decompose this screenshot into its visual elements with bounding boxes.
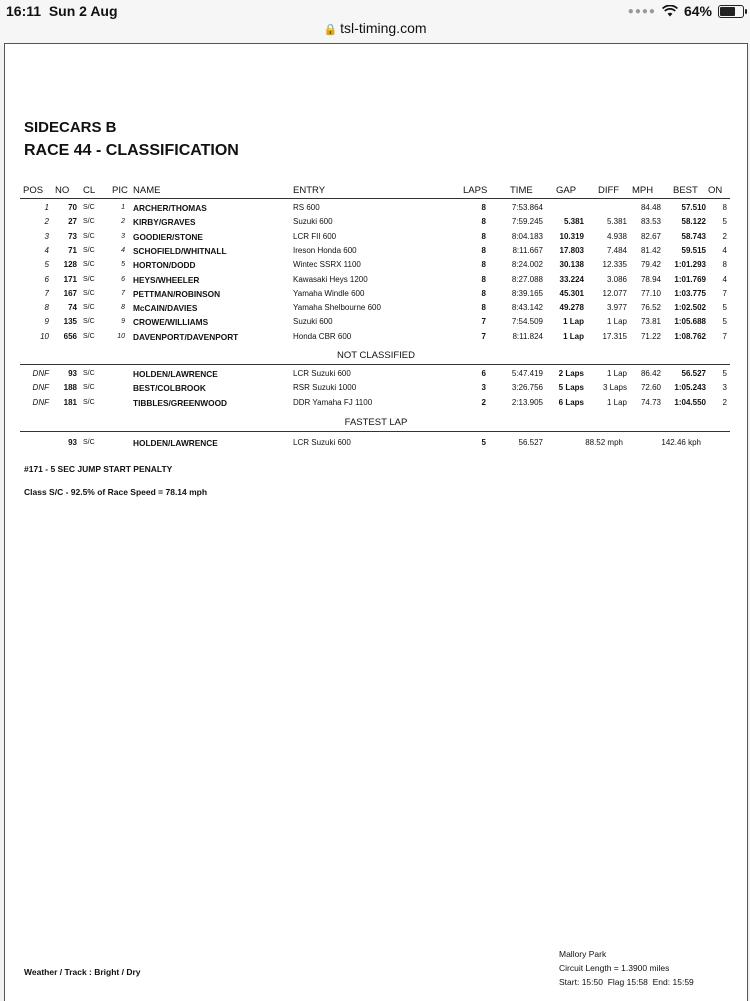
cell-laps: 8	[481, 245, 486, 255]
cell-entry: Yamaha Windle 600	[293, 288, 365, 298]
cell-pic: 10	[117, 332, 125, 340]
cell-cl: S/C	[83, 246, 95, 254]
cell-on: 4	[722, 245, 727, 255]
cell-time: 7:54.509	[511, 317, 543, 327]
cell-best: 56.527	[681, 369, 706, 378]
cell-diff: 3.086	[606, 274, 627, 284]
header-no: NO	[55, 185, 70, 196]
header-pic: PIC	[112, 185, 128, 196]
cell-laps: 2	[481, 397, 486, 407]
cell-time: 8:43.142	[511, 303, 543, 313]
cell-gap: 17.803	[559, 245, 584, 255]
cell-best: 1:05.688	[674, 317, 706, 327]
cell-on: 5	[722, 317, 727, 327]
cell-on: 5	[722, 217, 727, 227]
cell-mph: 82.67	[640, 231, 661, 241]
cell-on: 2	[722, 397, 727, 407]
cell-laps: 7	[481, 331, 486, 341]
cell-mph: 71.22	[640, 331, 661, 341]
cell-diff: 12.335	[602, 260, 627, 270]
cell-best: 58.122	[681, 217, 706, 227]
cell-cl: S/C	[83, 398, 95, 406]
cell-pos: 3	[44, 231, 49, 241]
battery-percent: 64%	[683, 3, 712, 19]
cell-no: 128	[63, 260, 77, 270]
cell-name: BEST/COLBROOK	[133, 383, 206, 394]
weather-track: Weather / Track : Bright / Dry	[24, 967, 141, 977]
cell-best: 1:08.762	[674, 331, 706, 341]
cell-cl: S/C	[83, 232, 95, 240]
cell-laps: 8	[481, 288, 486, 298]
cell-name: SCHOFIELD/WHITNALL	[133, 245, 227, 256]
venue: Mallory Park	[559, 949, 607, 959]
header-entry: ENTRY	[293, 185, 326, 196]
cell-laps: 3	[481, 383, 486, 393]
cell-gap: 10.319	[559, 231, 584, 241]
cell-time: 7:53.864	[511, 203, 543, 212]
cell-name: HOLDEN/LAWRENCE	[133, 369, 218, 379]
fl-mph: 88.52 mph	[585, 438, 623, 447]
cell-name: HORTON/DODD	[133, 260, 196, 271]
cell-diff: 1 Lap	[606, 369, 627, 378]
cell-on: 4	[722, 274, 727, 284]
cell-entry: Suzuki 600	[293, 217, 333, 227]
cell-no: 27	[68, 217, 77, 227]
cell-gap: 2 Laps	[558, 369, 584, 378]
cell-no: 188	[63, 383, 77, 393]
class-speed-note: Class S/C - 92.5% of Race Speed = 78.14 mph	[24, 487, 208, 497]
fl-lap: 5	[481, 438, 486, 447]
cell-laps: 8	[481, 231, 486, 241]
cell-on: 2	[722, 231, 727, 241]
cell-no: 656	[63, 331, 77, 341]
cell-cl: S/C	[83, 370, 95, 377]
header-gap: GAP	[556, 185, 577, 196]
fastest-lap-row	[5, 438, 747, 452]
table-row	[5, 246, 747, 260]
cell-on: 7	[722, 288, 727, 298]
cell-pic: 9	[121, 318, 125, 326]
not-classified-divider	[20, 364, 730, 365]
cell-best: 57.510	[681, 203, 706, 212]
cell-mph: 77.10	[640, 288, 661, 298]
cell-pic: 6	[121, 275, 125, 283]
cell-gap: 45.301	[559, 288, 584, 298]
cell-no: 73	[68, 231, 77, 241]
cell-on: 8	[722, 260, 727, 270]
table-row	[5, 260, 747, 274]
end-label: End:	[652, 977, 671, 987]
status-indicators	[628, 3, 744, 19]
fastest-lap-divider	[20, 431, 730, 432]
cell-pic: 4	[121, 246, 125, 254]
cell-cl: S/C	[83, 204, 95, 211]
cell-time: 8:39.165	[511, 288, 543, 298]
session-times	[559, 977, 694, 987]
cell-name: PETTMAN/ROBINSON	[133, 288, 221, 299]
cell-gap: 1 Lap	[563, 317, 584, 327]
cell-no: 74	[68, 303, 77, 313]
cell-entry: Yamaha Shelbourne 600	[293, 303, 381, 313]
cell-mph: 86.42	[640, 369, 661, 378]
header-best: BEST	[673, 185, 698, 196]
cell-on: 3	[722, 383, 727, 393]
cell-no: 171	[63, 274, 77, 284]
cell-name: McCAIN/DAVIES	[133, 303, 198, 314]
cell-no: 167	[63, 288, 77, 298]
results-document	[4, 43, 748, 1001]
cell-pos: DNF	[32, 397, 49, 407]
table-row	[5, 232, 747, 246]
cell-laps: 8	[481, 274, 486, 284]
cell-pos: 7	[44, 288, 49, 298]
cell-mph: 81.42	[640, 245, 661, 255]
series-title: SIDECARS B	[24, 119, 117, 136]
cell-name: GOODIER/STONE	[133, 231, 203, 242]
cell-entry: Ireson Honda 600	[293, 245, 357, 255]
fl-entry: LCR Suzuki 600	[293, 438, 351, 447]
header-diff: DIFF	[598, 185, 620, 196]
header-on: ON	[708, 185, 723, 196]
status-date: Sun 2 Aug	[48, 3, 118, 19]
wifi-icon	[662, 5, 678, 17]
status-bar	[0, 0, 750, 44]
table-row	[5, 303, 747, 317]
cell-no: 70	[68, 203, 77, 212]
cell-diff: 4.938	[606, 231, 627, 241]
flag-time: 15:58	[626, 977, 648, 987]
cell-time: 5:47.419	[511, 369, 543, 378]
cell-cl: S/C	[83, 289, 95, 297]
cell-cl: S/C	[83, 218, 95, 226]
cell-name: ARCHER/THOMAS	[133, 203, 207, 213]
cell-name: HEYS/WHEELER	[133, 274, 200, 285]
fl-name: HOLDEN/LAWRENCE	[133, 438, 218, 448]
cell-best: 1:01.293	[674, 260, 706, 270]
cell-laps: 8	[481, 260, 486, 270]
cell-cl: S/C	[83, 275, 95, 283]
cell-diff: 3 Laps	[602, 383, 627, 393]
cell-laps: 8	[481, 203, 486, 212]
cell-laps: 7	[481, 317, 486, 327]
cell-time: 8:24.002	[511, 260, 543, 270]
cell-time: 8:04.183	[511, 231, 543, 241]
flag-label: Flag	[607, 977, 625, 987]
cell-best: 1:03.775	[674, 288, 706, 298]
cell-no: 135	[63, 317, 77, 327]
cell-mph: 78.94	[640, 274, 661, 284]
cell-gap: 5.381	[563, 217, 584, 227]
header-time: TIME	[510, 185, 533, 196]
cell-time: 8:27.088	[511, 274, 543, 284]
cell-gap: 33.224	[559, 274, 584, 284]
fastest-lap-heading: FASTEST LAP	[344, 417, 408, 428]
cell-entry: Suzuki 600	[293, 317, 333, 327]
cell-cl: S/C	[83, 384, 95, 392]
cellular-dots-icon: ●●●●	[627, 5, 656, 17]
cell-diff: 7.484	[606, 245, 627, 255]
cell-name: KIRBY/GRAVES	[133, 217, 196, 228]
header-laps: LAPS	[463, 185, 488, 196]
end-time: 15:59	[672, 977, 694, 987]
cell-no: 181	[63, 397, 77, 407]
cell-on: 7	[722, 331, 727, 341]
header-divider	[20, 198, 730, 199]
cell-laps: 8	[481, 217, 486, 227]
cell-diff: 17.315	[602, 331, 627, 341]
fl-kph: 142.46 kph	[661, 438, 701, 447]
fl-class: S/C	[83, 439, 95, 446]
cell-mph: 73.81	[640, 317, 661, 327]
status-time: 16:11	[6, 3, 42, 19]
cell-laps: 8	[481, 303, 486, 313]
table-row	[5, 332, 747, 346]
cell-diff: 1 Lap	[606, 397, 627, 407]
cell-pos: 6	[44, 274, 49, 284]
table-row	[5, 398, 747, 412]
cell-entry: LCR FII 600	[293, 231, 337, 241]
cell-pos: 9	[44, 317, 49, 327]
cell-no: 93	[68, 369, 77, 378]
cell-diff: 3.977	[606, 303, 627, 313]
cell-cl: S/C	[83, 318, 95, 326]
cell-diff: 1 Lap	[606, 317, 627, 327]
cell-pos: DNF	[32, 383, 49, 393]
cell-diff: 12.077	[602, 288, 627, 298]
cell-best: 1:01.769	[674, 274, 706, 284]
cell-pos: 10	[40, 331, 49, 341]
cell-pos: 1	[44, 203, 49, 212]
battery-icon	[718, 5, 744, 18]
lock-icon: 🔒	[323, 24, 338, 36]
penalty-note: #171 - 5 SEC JUMP START PENALTY	[24, 464, 173, 474]
cell-time: 3:26.756	[511, 383, 543, 393]
table-row	[5, 289, 747, 303]
cell-gap: 49.278	[559, 303, 584, 313]
cell-pos: 8	[44, 303, 49, 313]
address-bar[interactable]	[0, 20, 750, 36]
circuit-length: Circuit Length = 1.3900 miles	[559, 963, 670, 973]
cell-cl: S/C	[83, 304, 95, 312]
cell-pic: 2	[121, 218, 125, 226]
cell-gap: 6 Laps	[558, 397, 584, 407]
cell-name: DAVENPORT/DAVENPORT	[133, 331, 239, 342]
cell-pos: 4	[44, 245, 49, 255]
table-row	[5, 217, 747, 231]
cell-time: 2:13.905	[511, 397, 543, 407]
cell-pos: DNF	[32, 369, 49, 378]
header-cl: CL	[83, 185, 96, 196]
cell-name: CROWE/WILLIAMS	[133, 317, 209, 328]
cell-on: 5	[722, 369, 727, 378]
cell-pos: 5	[44, 260, 49, 270]
cell-time: 8:11.824	[512, 331, 543, 341]
cell-name: TIBBLES/GREENWOOD	[133, 397, 228, 408]
cell-entry: Wintec SSRX 1100	[293, 260, 361, 270]
cell-pos: 2	[44, 217, 49, 227]
cell-pic: 1	[121, 204, 125, 211]
cell-gap: 5 Laps	[558, 383, 584, 393]
start-label: Start:	[559, 977, 580, 987]
race-title: RACE 44 - CLASSIFICATION	[24, 142, 239, 159]
fl-no: 93	[68, 438, 77, 447]
cell-entry: LCR Suzuki 600	[293, 369, 351, 378]
header-name: NAME	[133, 185, 161, 196]
header-pos: POS	[23, 185, 44, 196]
cell-best: 58.743	[681, 231, 706, 241]
cell-entry: RS 600	[293, 203, 320, 212]
cell-laps: 6	[481, 369, 486, 378]
cell-mph: 83.53	[640, 217, 661, 227]
status-time-date	[6, 3, 118, 19]
cell-entry: Kawasaki Heys 1200	[293, 274, 368, 284]
cell-no: 71	[68, 245, 77, 255]
cell-entry: DDR Yamaha FJ 1100	[293, 397, 373, 407]
header-mph: MPH	[632, 185, 654, 196]
cell-best: 1:02.502	[674, 303, 706, 313]
cell-best: 1:04.550	[674, 397, 706, 407]
cell-gap: 1 Lap	[563, 331, 584, 341]
cell-gap: 30.138	[559, 260, 584, 270]
cell-best: 1:05.243	[674, 383, 706, 393]
cell-mph: 72.60	[640, 383, 661, 393]
cell-mph: 79.42	[640, 260, 661, 270]
table-row	[5, 203, 747, 217]
not-classified-heading: NOT CLASSIFIED	[337, 350, 415, 361]
cell-on: 5	[722, 303, 727, 313]
cell-mph: 84.48	[640, 203, 661, 212]
cell-entry: Honda CBR 600	[293, 331, 352, 341]
cell-cl: S/C	[83, 332, 95, 340]
cell-pic: 8	[121, 304, 125, 312]
cell-pic: 3	[121, 232, 125, 240]
fl-time: 56.527	[518, 438, 543, 447]
cell-pic: 5	[121, 261, 125, 269]
cell-mph: 76.52	[640, 303, 661, 313]
url-text: tsl-timing.com	[340, 20, 427, 36]
table-row	[5, 383, 747, 397]
table-row	[5, 275, 747, 289]
cell-entry: RSR Suzuki 1000	[293, 383, 357, 393]
cell-cl: S/C	[83, 261, 95, 269]
cell-on: 8	[722, 203, 727, 212]
cell-time: 8:11.667	[512, 245, 543, 255]
cell-best: 59.515	[681, 245, 706, 255]
cell-pic: 7	[121, 289, 125, 297]
start-time: 15:50	[581, 977, 603, 987]
cell-diff: 5.381	[606, 217, 627, 227]
cell-time: 7:59.245	[511, 217, 543, 227]
table-row	[5, 369, 747, 383]
table-row	[5, 317, 747, 331]
cell-mph: 74.73	[640, 397, 661, 407]
